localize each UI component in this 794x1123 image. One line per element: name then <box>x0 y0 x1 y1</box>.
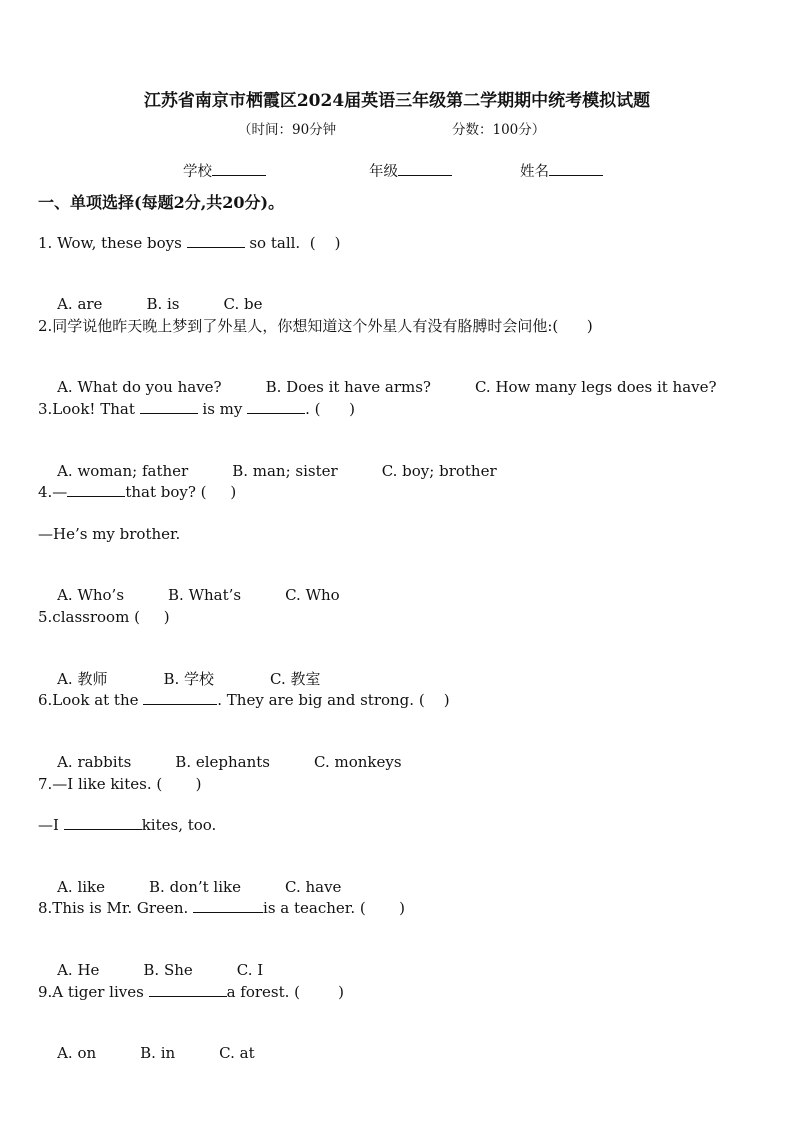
question-text: 6.Look at the <box>38 691 144 709</box>
option-c[interactable]: C. I <box>236 961 264 979</box>
question-1 <box>38 233 341 253</box>
school-label: 学校 <box>183 164 212 180</box>
option-a[interactable]: A. 教师 <box>57 670 108 688</box>
option-a[interactable]: A. Who’s <box>57 586 125 604</box>
option-c[interactable]: C. be <box>223 295 263 313</box>
option-c[interactable]: C. Who <box>285 586 340 604</box>
school-blank[interactable] <box>212 161 266 176</box>
name-blank[interactable] <box>549 161 603 176</box>
option-b[interactable]: B. don’t like <box>149 878 241 896</box>
option-c[interactable]: C. have <box>285 878 342 896</box>
answer-blank[interactable] <box>143 690 217 705</box>
question-text: is a teacher. ( ) <box>263 899 405 917</box>
option-c[interactable]: C. monkeys <box>314 753 402 771</box>
question-9 <box>38 982 344 1002</box>
question-text: so tall. ( ) <box>244 234 341 252</box>
question-8 <box>38 898 405 918</box>
option-a[interactable]: A. He <box>57 961 100 979</box>
question-text: 3.Look! That <box>38 400 140 418</box>
question-text: that boy? ( ) <box>125 483 237 501</box>
option-a[interactable]: A. are <box>57 295 103 313</box>
option-a[interactable]: A. like <box>57 878 106 896</box>
answer-blank[interactable] <box>64 815 142 830</box>
question-text: is my <box>197 400 248 418</box>
answer-blank[interactable] <box>187 233 245 248</box>
option-a[interactable]: A. What do you have? <box>57 378 222 396</box>
answer-blank[interactable] <box>140 399 198 414</box>
exam-score: 分数：100分） <box>452 122 546 138</box>
answer-blank[interactable] <box>193 898 263 913</box>
option-b[interactable]: B. elephants <box>175 753 270 771</box>
option-a[interactable]: A. on <box>57 1044 97 1062</box>
question-text: 4.— <box>38 483 68 501</box>
question-6 <box>38 690 450 710</box>
option-b[interactable]: B. man; sister <box>232 462 338 480</box>
option-b[interactable]: B. She <box>143 961 193 979</box>
question-7: 7.—I like kites. ( ) <box>38 775 202 793</box>
question-text: . ( ) <box>305 400 355 418</box>
question-text: kites, too. <box>141 816 217 834</box>
option-b[interactable]: B. Does it have arms? <box>265 378 431 396</box>
option-b[interactable]: B. What’s <box>168 586 242 604</box>
question-4 <box>38 482 236 502</box>
name-field[interactable] <box>520 160 603 181</box>
question-text: —I <box>38 816 64 834</box>
option-a[interactable]: A. woman; father <box>57 462 189 480</box>
option-c[interactable]: C. boy; brother <box>381 462 497 480</box>
answer-blank[interactable] <box>149 982 227 997</box>
option-b[interactable]: B. in <box>140 1044 176 1062</box>
option-b[interactable]: B. is <box>146 295 180 313</box>
question-5: 5.classroom ( ) <box>38 608 170 626</box>
answer-blank[interactable] <box>247 399 305 414</box>
question-text: a forest. ( ) <box>226 983 345 1001</box>
section-heading: 一、单项选择(每题2分,共20分)。 <box>38 193 285 212</box>
question-3 <box>38 399 355 419</box>
option-b[interactable]: B. 学校 <box>163 670 215 688</box>
grade-field[interactable] <box>369 160 452 181</box>
options-9 <box>38 1023 255 1083</box>
question-text: . They are big and strong. ( ) <box>217 691 450 709</box>
option-a[interactable]: A. rabbits <box>57 753 132 771</box>
question-2: 2.同学说他昨天晚上梦到了外星人，你想知道这个外星人有没有胳膊时会问他:( ) <box>38 317 593 335</box>
grade-blank[interactable] <box>398 161 452 176</box>
question-text: 9.A tiger lives <box>38 983 149 1001</box>
question-text: 1. Wow, these boys <box>38 234 187 252</box>
page-title: 江苏省南京市栖霞区2024届英语三年级第二学期期中统考模拟试题 <box>143 91 651 111</box>
option-c[interactable]: C. How many legs does it have? <box>474 378 717 396</box>
option-c[interactable]: C. at <box>219 1044 255 1062</box>
grade-label: 年级 <box>369 164 398 180</box>
question-4-reply: —He’s my brother. <box>38 525 181 543</box>
answer-blank[interactable] <box>67 482 125 497</box>
question-7-reply <box>38 815 216 835</box>
question-text: 8.This is Mr. Green. <box>38 899 194 917</box>
name-label: 姓名 <box>520 164 549 180</box>
exam-time: （时间：90分钟 <box>238 122 337 138</box>
school-field[interactable] <box>183 160 266 181</box>
option-c[interactable]: C. 教室 <box>270 670 321 688</box>
